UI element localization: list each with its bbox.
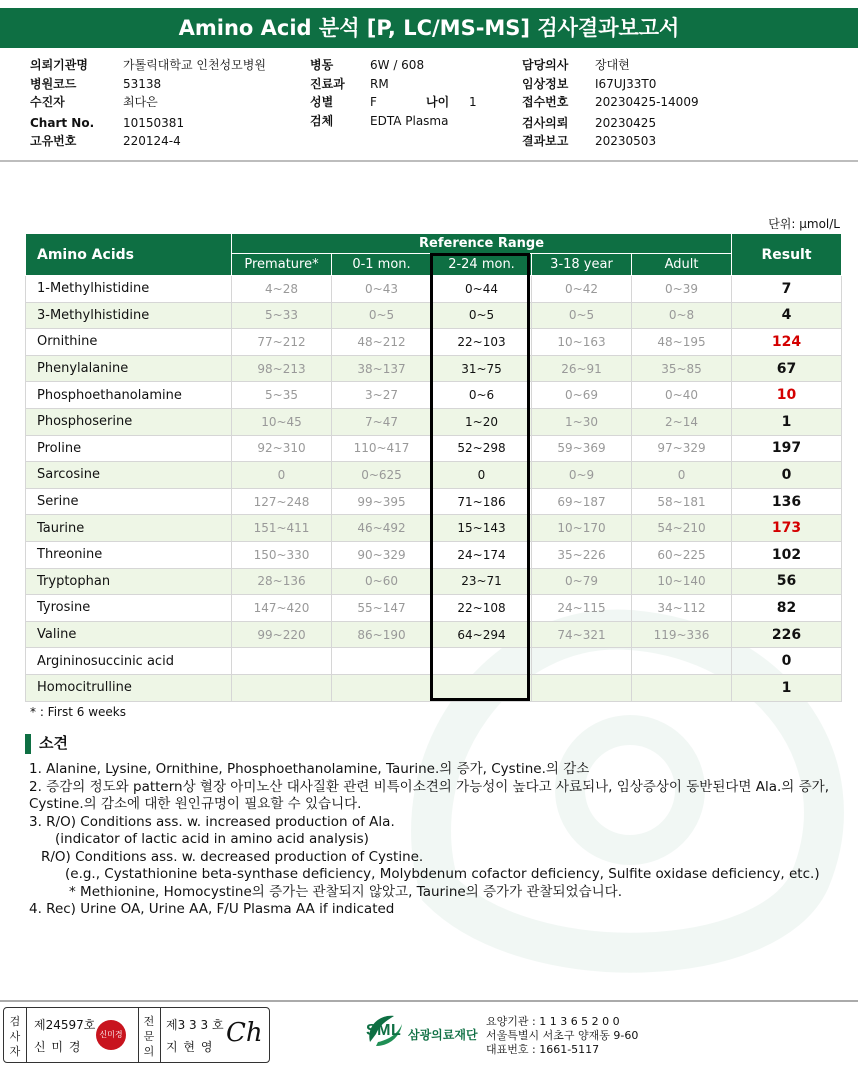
header-amino-acids: Amino Acids (26, 234, 232, 276)
comments-heading (25, 732, 68, 754)
specialist-no: 제3 3 3 호 (166, 1018, 224, 1032)
tester-label: 검 사 자 (9, 1015, 21, 1058)
reference-range-cell: 77~212 (232, 329, 332, 356)
chart-value: 10150381 (123, 116, 185, 130)
reference-range-cell (332, 674, 432, 701)
code-value: 53138 (123, 77, 162, 91)
result-value: 173 (732, 515, 842, 542)
reference-range-cell: 0~40 (632, 382, 732, 409)
amino-acid-name: Tryptophan (26, 568, 232, 595)
result-value: 10 (732, 382, 842, 409)
comments-block (29, 761, 844, 919)
org-line: 대표번호 : 1661-5117 (486, 1043, 600, 1056)
reference-range-cell: 10~163 (532, 329, 632, 356)
handwritten-signature-icon: Ch (226, 1018, 263, 1048)
amino-acid-name: 1-Methylhistidine (26, 276, 232, 303)
reference-range-cell: 0~79 (532, 568, 632, 595)
reference-range-cell: 3~27 (332, 382, 432, 409)
amino-acid-name: Phosphoserine (26, 408, 232, 435)
reference-range-cell (532, 648, 632, 675)
code-row (30, 75, 162, 94)
sig-divider (138, 1008, 139, 1062)
reference-range-cell: 119~336 (632, 621, 732, 648)
doctor-value: 장대현 (595, 58, 630, 72)
reference-range-cell: 60~225 (632, 541, 732, 568)
reference-range-cell: 71~186 (432, 488, 532, 515)
reference-range-cell: 0~5 (332, 302, 432, 329)
reference-range-cell: 59~369 (532, 435, 632, 462)
unit-label: 단위: μmol/L (768, 217, 840, 231)
reference-range-cell: 110~417 (332, 435, 432, 462)
reference-range-cell: 150~330 (232, 541, 332, 568)
reference-range-cell: 46~492 (332, 515, 432, 542)
reference-range-cell: 1~20 (432, 408, 532, 435)
amino-acid-name: Phosphoethanolamine (26, 382, 232, 409)
reference-range-cell: 10~140 (632, 568, 732, 595)
reference-range-cell: 98~213 (232, 355, 332, 382)
amino-acid-name: Argininosuccinic acid (26, 648, 232, 675)
ref-col-header: 2-24 mon. (432, 254, 532, 276)
seal-stamp-icon: 신미경 (96, 1020, 126, 1050)
report-label: 결과보고 (522, 134, 569, 148)
reference-range-cell: 92~310 (232, 435, 332, 462)
receiver-value: 최다은 (123, 95, 158, 109)
header-reference-range: Reference Range (232, 234, 732, 254)
reference-range-cell: 34~112 (632, 595, 732, 622)
reference-range-cell: 15~143 (432, 515, 532, 542)
reference-range-cell: 55~147 (332, 595, 432, 622)
result-value: 4 (732, 302, 842, 329)
ward-label: 병동 (310, 58, 334, 72)
specimen-value: EDTA Plasma (370, 114, 449, 128)
report-value: 20230503 (595, 134, 657, 148)
age-value: 1 (469, 95, 477, 109)
reference-range-cell: 0~5 (532, 302, 632, 329)
reference-range-cell: 24~115 (532, 595, 632, 622)
reference-range-cell (632, 674, 732, 701)
sex-label: 성별 (310, 95, 334, 109)
amino-acid-name: 3-Methylhistidine (26, 302, 232, 329)
reference-range-cell: 99~220 (232, 621, 332, 648)
reference-range-cell: 69~187 (532, 488, 632, 515)
comment-line: R/O) Conditions ass. w. decreased production of Cystine. (41, 848, 424, 865)
reference-range-cell: 97~329 (632, 435, 732, 462)
dept-value: RM (370, 77, 389, 91)
reference-range-cell: 35~226 (532, 541, 632, 568)
receipt-label: 접수번호 (522, 95, 569, 109)
reference-range-cell: 0~8 (632, 302, 732, 329)
sex-value: F (370, 95, 377, 109)
reference-range-cell: 2~14 (632, 408, 732, 435)
sig-divider (160, 1008, 161, 1062)
comment-line: 1. Alanine, Lysine, Ornithine, Phosphoethanolamine, Taurine.의 증가, Cystine.의 감소 (29, 761, 590, 777)
reference-range-cell: 10~45 (232, 408, 332, 435)
result-value: 82 (732, 595, 842, 622)
comment-line: Cystine.의 감소에 대한 원인규명이 필요할 수 있습니다. (29, 796, 362, 812)
result-value: 124 (732, 329, 842, 356)
reference-range-cell: 147~420 (232, 595, 332, 622)
amino-acid-name: Ornithine (26, 329, 232, 356)
request-value: 20230425 (595, 116, 657, 130)
highlight-2-24-mon (430, 253, 530, 701)
result-value: 197 (732, 435, 842, 462)
comment-line: (indicator of lactic acid in amino acid analysis) (55, 831, 369, 847)
sex-row (310, 93, 477, 112)
result-value: 102 (732, 541, 842, 568)
comment-line: 3. R/O) Conditions ass. w. increased production of Ala. (29, 813, 395, 830)
reference-range-cell: 90~329 (332, 541, 432, 568)
request-label: 검사의뢰 (522, 116, 569, 130)
signature-box (3, 1007, 270, 1063)
reference-range-cell: 0~69 (532, 382, 632, 409)
amino-acid-name: Valine (26, 621, 232, 648)
reference-range-cell: 4~28 (232, 276, 332, 303)
reference-range-cell: 23~71 (432, 568, 532, 595)
reference-range-cell: 26~91 (532, 355, 632, 382)
hospital-row (30, 56, 266, 75)
amino-acid-name: Sarcosine (26, 462, 232, 489)
reference-range-cell: 0~9 (532, 462, 632, 489)
reference-range-cell: 5~35 (232, 382, 332, 409)
reference-range-cell: 58~181 (632, 488, 732, 515)
org-name: 삼광의료재단 (408, 1028, 478, 1042)
report-title: Amino Acid 분석 [P, LC/MS-MS] 검사결과보고서 (0, 8, 858, 48)
chart-row (30, 114, 185, 133)
receipt-row (522, 93, 699, 112)
reference-range-cell: 48~212 (332, 329, 432, 356)
reference-range-cell: 0~44 (432, 276, 532, 303)
ref-col-header: 0-1 mon. (332, 254, 432, 276)
dept-row (310, 75, 389, 94)
unique-row (30, 132, 181, 151)
hospital-value: 가톨릭대학교 인천성모병원 (123, 58, 266, 72)
reference-range-cell (232, 674, 332, 701)
heading-bar (25, 734, 31, 754)
unique-label: 고유번호 (30, 134, 77, 148)
header-result: Result (732, 234, 842, 276)
divider (0, 160, 858, 162)
result-value: 0 (732, 648, 842, 675)
sig-divider (26, 1008, 27, 1062)
amino-acid-name: Threonine (26, 541, 232, 568)
reference-range-cell: 86~190 (332, 621, 432, 648)
ward-row (310, 56, 425, 75)
sml-logo (366, 1012, 478, 1054)
reference-range-cell: 48~195 (632, 329, 732, 356)
report-row (522, 132, 657, 151)
doctor-label: 담당의사 (522, 58, 569, 72)
reference-range-cell: 0~42 (532, 276, 632, 303)
hospital-label: 의뢰기관명 (30, 58, 88, 72)
reference-range-cell (232, 648, 332, 675)
comment-line: 4. Rec) Urine OA, Urine AA, F/U Plasma AA if indicated (29, 901, 395, 917)
result-value: 1 (732, 408, 842, 435)
result-value: 226 (732, 621, 842, 648)
org-line: 서울특별시 서초구 양재동 9-60 (486, 1029, 639, 1042)
reference-range-cell: 74~321 (532, 621, 632, 648)
clinical-value: I67UJ33T0 (595, 77, 657, 91)
reference-range-cell (632, 648, 732, 675)
reference-range-cell: 0~39 (632, 276, 732, 303)
reference-range-cell: 52~298 (432, 435, 532, 462)
reference-range-cell: 38~137 (332, 355, 432, 382)
reference-range-cell (332, 648, 432, 675)
reference-range-cell: 0~625 (332, 462, 432, 489)
comment-line: (e.g., Cystathionine beta-synthase deficiency, Molybdenum cofactor deficiency, Sulfite oxidase deficiency, etc.) (65, 866, 820, 882)
org-line: 요양기관 : 1 1 3 6 5 2 0 0 (486, 1015, 620, 1028)
result-value: 136 (732, 488, 842, 515)
reference-range-cell: 10~170 (532, 515, 632, 542)
result-value: 56 (732, 568, 842, 595)
reference-range-cell (532, 674, 632, 701)
result-value: 0 (732, 462, 842, 489)
age-label: 나이 (426, 95, 450, 109)
ref-col-header: 3-18 year (532, 254, 632, 276)
amino-acid-name: Taurine (26, 515, 232, 542)
reference-range-cell: 54~210 (632, 515, 732, 542)
reference-range-cell: 64~294 (432, 621, 532, 648)
specialist-name: 지 현 영 (166, 1040, 214, 1054)
reference-range-cell: 0 (432, 462, 532, 489)
doctor-row (522, 56, 630, 75)
amino-acid-name: Tyrosine (26, 595, 232, 622)
receiver-row (30, 93, 158, 112)
specimen-label: 검체 (310, 114, 334, 128)
specialist-label: 전 문 의 (143, 1015, 155, 1058)
reference-range-cell: 35~85 (632, 355, 732, 382)
code-label: 병원코드 (30, 77, 77, 91)
ward-value: 6W / 608 (370, 58, 425, 72)
org-info (486, 1015, 638, 1057)
ref-col-header: Premature* (232, 254, 332, 276)
reference-range-cell: 24~174 (432, 541, 532, 568)
reference-range-cell: 0~6 (432, 382, 532, 409)
clinical-row (522, 75, 657, 94)
reference-range-cell: 0~43 (332, 276, 432, 303)
amino-acid-name: Homocitrulline (26, 674, 232, 701)
reference-range-cell: 99~395 (332, 488, 432, 515)
amino-acid-name: Phenylalanine (26, 355, 232, 382)
dept-label: 진료과 (310, 77, 345, 91)
reference-range-cell: 0~5 (432, 302, 532, 329)
reference-range-cell: 0 (632, 462, 732, 489)
result-value: 7 (732, 276, 842, 303)
footer-divider (0, 1000, 858, 1002)
amino-acid-name: Serine (26, 488, 232, 515)
reference-range-cell: 5~33 (232, 302, 332, 329)
receipt-value: 20230425-14009 (595, 95, 699, 109)
footnote: * : First 6 weeks (30, 705, 126, 719)
tester-no: 제24597호 (34, 1018, 96, 1032)
specimen-row (310, 112, 449, 131)
request-row (522, 114, 657, 133)
reference-range-cell: 127~248 (232, 488, 332, 515)
comment-line: 2. 증감의 정도와 pattern상 혈장 아미노산 대사질환 관련 비특이소견의 가능성이 높다고 사료되나, 임상증상이 동반된다면 Ala.의 증가, (29, 778, 829, 795)
tester-name: 신 미 경 (34, 1040, 82, 1054)
unique-value: 220124-4 (123, 134, 181, 148)
result-value: 67 (732, 355, 842, 382)
reference-range-cell: 7~47 (332, 408, 432, 435)
reference-range-cell: 0~60 (332, 568, 432, 595)
reference-range-cell: 22~108 (432, 595, 532, 622)
logo-text: SML (366, 1022, 402, 1039)
reference-range-cell: 151~411 (232, 515, 332, 542)
ref-col-header: Adult (632, 254, 732, 276)
chart-label: Chart No. (30, 116, 95, 130)
comment-line: * Methionine, Homocystine의 증가는 관찰되지 않았고, Taurine의 증가가 관찰되었습니다. (69, 883, 623, 900)
comments-title: 소견 (39, 734, 68, 752)
clinical-label: 임상정보 (522, 77, 569, 91)
reference-range-cell: 28~136 (232, 568, 332, 595)
amino-acid-name: Proline (26, 435, 232, 462)
receiver-label: 수진자 (30, 95, 65, 109)
reference-range-cell: 22~103 (432, 329, 532, 356)
result-value: 1 (732, 674, 842, 701)
reference-range-cell: 31~75 (432, 355, 532, 382)
reference-range-cell: 0 (232, 462, 332, 489)
reference-range-cell: 1~30 (532, 408, 632, 435)
